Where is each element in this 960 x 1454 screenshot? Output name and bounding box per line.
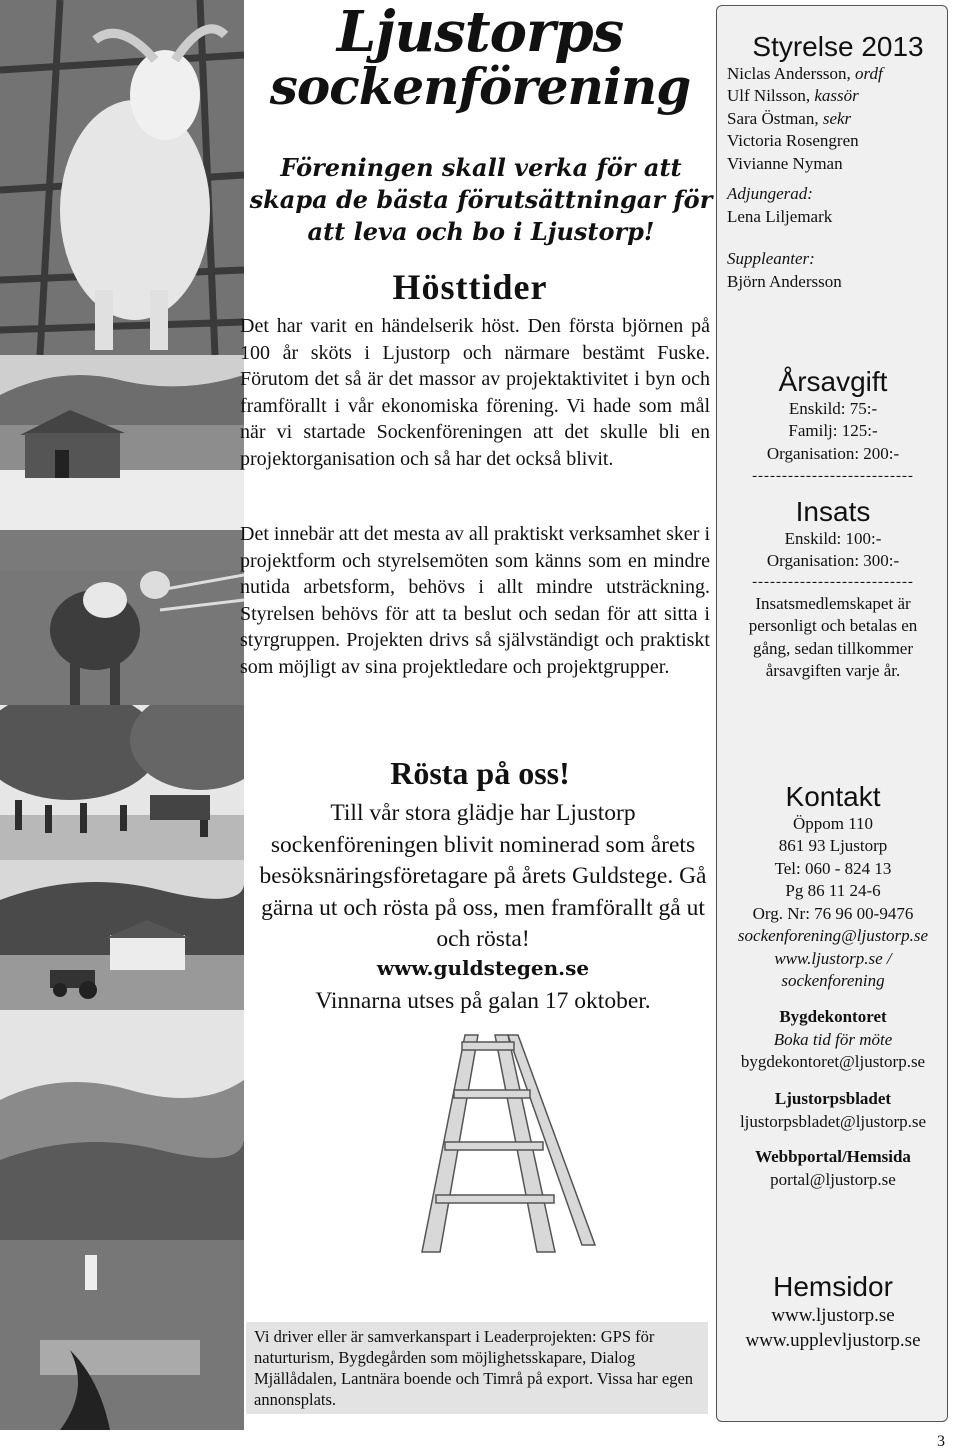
board-heading: Styrelse 2013 — [752, 31, 924, 62]
stake-heading: Insats — [795, 496, 871, 527]
office-email-link[interactable]: bygdekontoret@ljustorp.se — [740, 1052, 926, 1071]
ladder-illustration — [370, 1030, 610, 1255]
portal-email-link[interactable]: portal@ljustorp.se — [770, 1169, 896, 1189]
photo-strip — [0, 0, 244, 1430]
stake-note: Insatsmedlemskapet är personligt och betalas en gång, sedan tillkommer årsavgiften varje år. — [748, 593, 918, 680]
goat-photo — [0, 0, 244, 355]
vote-heading: Rösta på oss! — [390, 755, 570, 791]
fee-heading: Årsavgift — [778, 366, 888, 397]
contact-section — [717, 781, 949, 993]
portal-section — [717, 1146, 949, 1191]
motto: Föreningen skall verka för att skapa de bästa förutsättningar för att leva och bo i Ljustorp! — [249, 153, 713, 246]
fee-family: Familj: 125:- — [788, 421, 878, 440]
market-photo — [0, 705, 244, 860]
paper-section — [717, 1088, 949, 1133]
substitute-name: Björn Andersson — [727, 271, 842, 291]
autumn-paragraph-1: Det har varit en händelserik höst. Den första björnen på 100 år sköts i Ljustorp och närmare bestämt Fuske. Förutom det så är det massor av projektaktivitet i byn och framförallt i vår ekonomiska förening. Vi hade som mål när vi startade Sockenföreningen att det skulle bli en projektorganisation och så har det också blivit. — [240, 315, 710, 470]
board-section — [727, 31, 949, 293]
autumn-paragraph-2: Det innebär att det mesta av all praktiskt verksamhet sker i projektform och styrelsemöten som känns som en mindre nutida arbetsform, behövs i allt mindre utsträckning. Styrelsen behövs för att ta beslut och sedan för att sitta i styrgruppen. Projekten drivs så självständigt och praktiskt som möjligt av sina projektledare och projektgrupper. — [240, 523, 710, 678]
contact-phone: Tel: 060 - 824 13 — [774, 858, 892, 878]
office-line: Boka tid för möte — [773, 1029, 893, 1049]
adjunct-label: Adjungerad: — [727, 184, 813, 203]
sites-heading: Hemsidor — [773, 1271, 893, 1302]
sidebar — [716, 5, 948, 1422]
site-link[interactable]: www.upplevljustorp.se — [745, 1330, 921, 1351]
farm-photo — [0, 860, 244, 1010]
fee-organisation: Organisation: 200:- — [766, 443, 900, 463]
cow-photo — [0, 530, 244, 705]
fee-individual: Enskild: 75:- — [788, 398, 878, 418]
stake-organisation: Organisation: 300:- — [766, 551, 900, 570]
vote-date: Vinnarna utses på galan 17 oktober. — [315, 988, 651, 1014]
leader-projects-box: Vi driver eller är samverkanspart i Leaderprojekten: GPS för naturturism, Bygdegården som möjlighetsskapare, Dialog Mjällådalen, Lantnära boende och Timrå på export. Vissa har egen annonsplats. — [246, 1322, 708, 1414]
stake-individual: Enskild: 100:- — [784, 528, 882, 548]
paper-heading: Ljustorpsbladet — [774, 1089, 892, 1108]
site-link[interactable]: www.ljustorp.se — [771, 1305, 895, 1326]
landscape-photo — [0, 1010, 244, 1430]
fee-section — [717, 366, 949, 484]
office-heading: Bygdekontoret — [779, 1007, 887, 1026]
sites-section — [717, 1271, 949, 1353]
portal-heading: Webbportal/Hemsida — [755, 1147, 911, 1166]
title-line-2: sockenförening — [269, 57, 691, 116]
vote-text: Till vår stora glädje har Ljustorp sockenföreningen blivit nominerad som årets besöksnäringsföretagare på årets Guldstege. Gå gärna ut och rösta på oss, men framförallt gå ut och rösta! — [259, 800, 707, 952]
autumn-heading: Hösttider — [392, 267, 548, 307]
board-member: Niclas Andersson, ordf — [727, 63, 883, 83]
barn-photo — [0, 355, 244, 530]
contact-org: Org. Nr: 76 96 00-9476 — [752, 903, 914, 923]
board-member: Sara Östman, sekr — [727, 108, 852, 128]
contact-heading: Kontakt — [785, 781, 881, 812]
contact-address-1: Öppom 110 — [792, 813, 874, 833]
adjunct-name: Lena Liljemark — [727, 206, 833, 226]
substitute-label: Suppleanter: — [727, 249, 815, 268]
divider: --------------------------- — [752, 573, 914, 590]
stake-section — [717, 496, 949, 683]
vote-url: www.guldstegen.se — [376, 956, 590, 980]
contact-pg: Pg 86 11 24-6 — [785, 881, 881, 900]
contact-address-2: 861 93 Ljustorp — [778, 836, 888, 855]
contact-web-link[interactable]: www.ljustorp.se / sockenforening — [774, 948, 892, 990]
office-section — [717, 1006, 949, 1074]
board-member: Ulf Nilsson, kassör — [727, 86, 859, 105]
page-number: 3 — [937, 1433, 945, 1450]
contact-email-link[interactable]: sockenforening@ljustorp.se — [737, 926, 929, 945]
divider: --------------------------- — [752, 468, 914, 484]
page-title — [260, 0, 700, 116]
title-line-1: Ljustorps — [336, 0, 624, 65]
board-member: Victoria Rosengren — [727, 131, 859, 150]
paper-email-link[interactable]: ljustorpsbladet@ljustorp.se — [739, 1111, 927, 1131]
board-member: Vivianne Nyman — [727, 153, 843, 173]
